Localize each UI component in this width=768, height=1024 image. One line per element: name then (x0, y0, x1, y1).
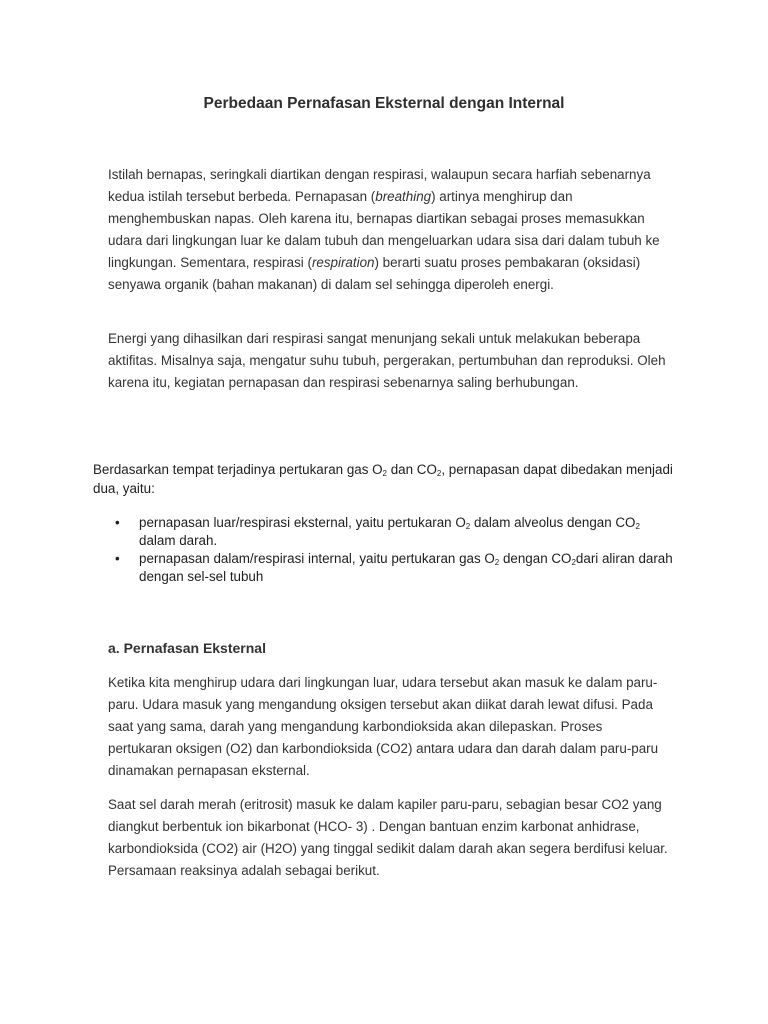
section-heading: a. Pernafasan Eksternal (108, 640, 266, 656)
paragraph-classification (93, 460, 673, 498)
paragraph-text: ) berarti suatu proses pembakaran (oksidasi) senyawa organik (bahan makanan) di dalam sel sehingga diperoleh energi. (108, 255, 641, 292)
paragraph-text: ) artinya menghirup dan menghembuskan napas. Oleh karena itu, bernapas diartikan sebagai proses memasukkan udara dari lingkungan luar ke dalam tubuh dan mengeluarkan udara sisa dari dalam tubuh ke lingkungan. Sementara, respirasi ( (108, 189, 660, 270)
bullet-icon: • (115, 515, 120, 530)
paragraph-co2-transport: Saat sel darah merah (eritrosit) masuk ke dalam kapiler paru-paru, sebagian besar CO2 yang diangkut berbentuk ion bikarbonat (HCO- 3) . Dengan bantuan enzim karbonat anhidrase, karbondioksida (CO2) air (H2O) yang tinggal sedikit dalam darah akan segera berdifusi keluar. Persamaan reaksinya adalah sebagai berikut. (108, 797, 668, 878)
paragraph-text: Berdasarkan tempat terjadinya pertukaran gas O (93, 462, 383, 477)
subscript: 2 (635, 522, 640, 531)
paragraph-energy: Energi yang dihasilkan dari respirasi sangat menunjang sekali untuk melakukan beberapa aktifitas. Misalnya saja, mengatur suhu tubuh, pergerakan, pertumbuhan dan reproduksi. Oleh karena itu, kegiatan pernapasan dan respirasi sebenarnya saling berhubungan. (108, 331, 666, 390)
bullet-list (108, 514, 673, 586)
subscript: 2 (494, 558, 500, 567)
list-item-text: dengan CO (499, 551, 572, 566)
paragraph-text: , pernapasan dapat dibedakan menjadi dua, yaitu: (93, 462, 673, 496)
paragraph-text: Istilah bernapas, seringkali diartikan dengan respirasi, walaupun secara harfiah sebenarnya kedua istilah tersebut berbeda. Pernapasan ( (108, 167, 651, 204)
subscript: 2 (571, 558, 576, 567)
page-title: Perbedaan Pernafasan Eksternal dengan Internal (203, 95, 565, 112)
subscript: 2 (382, 469, 387, 478)
list-item-text: pernapasan luar/respirasi eksternal, yaitu pertukaran O (139, 515, 466, 530)
paragraph-text: dan CO (387, 462, 437, 477)
list-item (108, 550, 673, 586)
list-item-text: dalam darah. (139, 533, 218, 548)
paragraph-definition (108, 164, 668, 296)
subscript: 2 (465, 522, 471, 531)
list-item-text: dari aliran darah dengan sel-sel tubuh (139, 551, 673, 584)
list-item (108, 514, 673, 550)
subscript: 2 (436, 469, 442, 478)
bullet-icon: • (115, 551, 120, 566)
italic-term-breathing: breathing (375, 189, 432, 204)
paragraph-external-respiration: Ketika kita menghirup udara dari lingkungan luar, udara tersebut akan masuk ke dalam paru-paru. Udara masuk yang mengandung oksigen tersebut akan diikat darah lewat difusi. Pada saat yang sama, darah yang mengandung karbondioksida akan dilepaskan. Proses pertukaran oksigen (O2) dan karbondioksida (CO2) antara udara dan darah dalam paru-paru dinamakan pernapasan eksternal. (108, 675, 659, 778)
list-item-text: pernapasan dalam/respirasi internal, yaitu pertukaran gas O (139, 551, 495, 566)
list-item-text: dalam alveolus dengan CO (470, 515, 636, 530)
italic-term-respiration: respiration (311, 255, 375, 270)
